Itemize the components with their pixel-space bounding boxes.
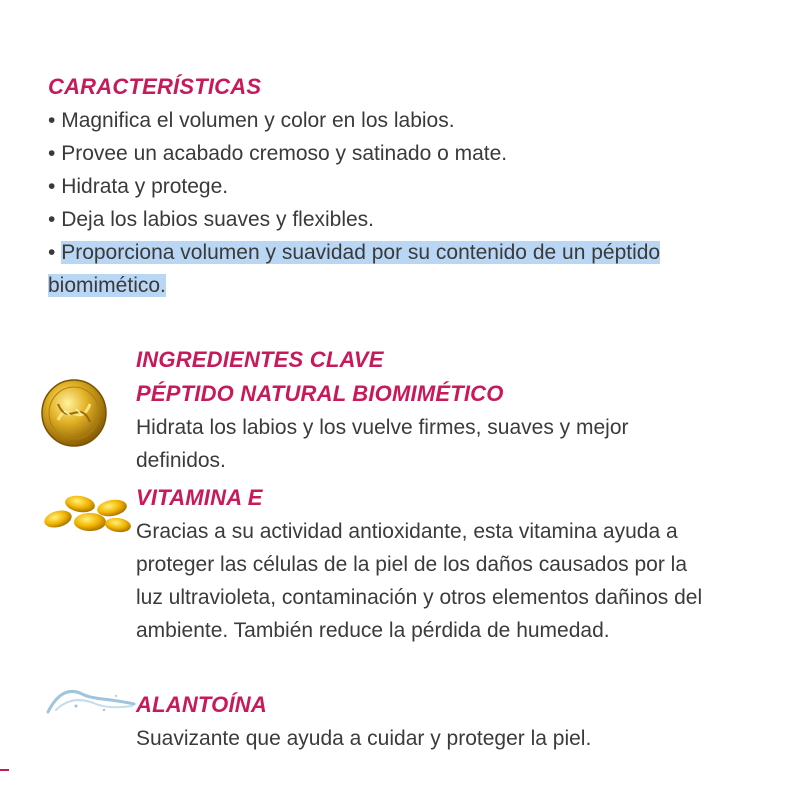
features-heading: CARACTERÍSTICAS (48, 74, 262, 99)
list-item (48, 104, 668, 137)
feature-text: Deja los labios suaves y flexibles. (61, 208, 375, 231)
features-list (48, 104, 668, 302)
list-item (48, 137, 668, 170)
bullet: • (48, 175, 56, 198)
list-item (48, 203, 668, 236)
ingredient-description: Hidrata los labios y los vuelve firmes, suaves y mejor definidos. (136, 416, 629, 472)
bullet: • (48, 142, 56, 165)
bullet: • (48, 109, 56, 132)
ingredients-heading: INGREDIENTES CLAVE (136, 347, 384, 372)
bullet: • (48, 208, 56, 231)
ingredient-vitamin-e (136, 481, 706, 647)
gold-peptide-coin-icon (40, 378, 108, 448)
ingredient-name: ALANTOÍNA (136, 692, 267, 717)
ingredient-description: Suavizante que ayuda a cuidar y proteger la piel. (136, 727, 592, 750)
feature-text: Magnifica el volumen y color en los labios. (61, 109, 455, 132)
feature-text: Provee un acabado cremoso y satinado o mate. (61, 142, 508, 165)
ingredient-name: PÉPTIDO NATURAL BIOMIMÉTICO (136, 381, 504, 406)
selected-text[interactable]: Proporciona volumen y suavidad por su contenido de un péptido biomimético. (48, 241, 661, 297)
ingredient-name: VITAMINA E (136, 485, 263, 510)
list-item (48, 170, 668, 203)
features-section (48, 70, 668, 302)
ingredient-peptide (136, 343, 706, 477)
feature-text: Hidrata y protege. (61, 175, 229, 198)
page-edge-mark (0, 769, 9, 771)
vitamin-capsules-icon (40, 492, 132, 536)
list-item (48, 236, 668, 302)
water-splash-icon (46, 684, 136, 718)
bullet: • (48, 241, 56, 264)
ingredient-description: Gracias a su actividad antioxidante, esta vitamina ayuda a proteger las células de la piel de los daños causados por la luz ultravioleta, contaminación y otros elementos dañinos del ambiente. También reduce la pérdida de humedad. (136, 520, 703, 642)
ingredient-alantoina (136, 688, 706, 755)
